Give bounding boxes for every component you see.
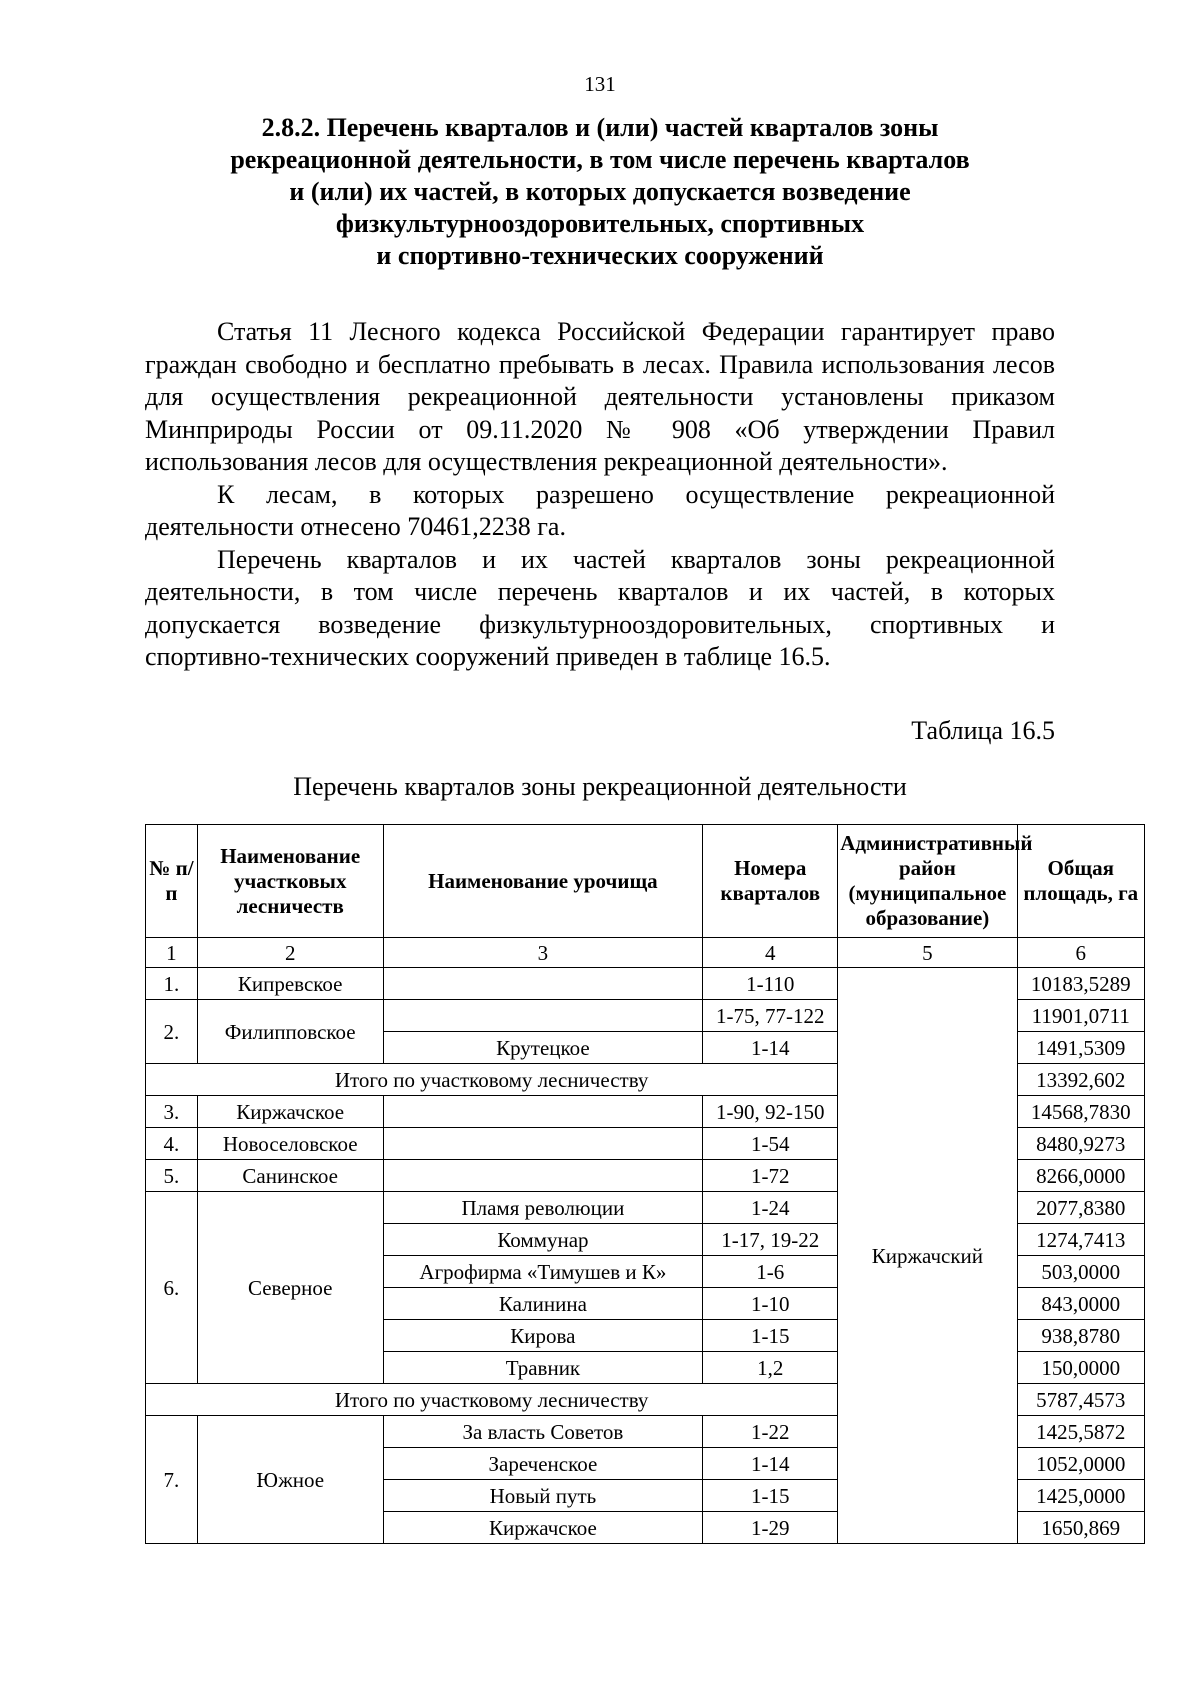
heading-line: и спортивно-технических сооружений: [376, 241, 824, 270]
tract-name: Киржачское: [383, 1512, 703, 1544]
area-value: 10183,5289: [1017, 968, 1144, 1000]
header-row: [146, 825, 1145, 938]
tract-name: Коммунар: [383, 1224, 703, 1256]
body-text: [145, 316, 1055, 674]
forestry-name: Южное: [197, 1416, 383, 1544]
area-value: 150,0000: [1017, 1352, 1144, 1384]
area-value: 1650,869: [1017, 1512, 1144, 1544]
area-value: 8480,9273: [1017, 1128, 1144, 1160]
area-value: 13392,602: [1017, 1064, 1144, 1096]
tract-name: Кирова: [383, 1320, 703, 1352]
column-number: 4: [703, 938, 838, 968]
forestry-name: Новоселовское: [197, 1128, 383, 1160]
area-value: 503,0000: [1017, 1256, 1144, 1288]
quarter-numbers: 1-75, 77-122: [703, 1000, 838, 1032]
tract-name: [383, 1096, 703, 1128]
row-number: 3.: [146, 1096, 198, 1128]
quarter-numbers: 1-10: [703, 1288, 838, 1320]
forestry-name: Санинское: [197, 1160, 383, 1192]
paragraph: Перечень кварталов и их частей кварталов зоны рекреационной деятельности, в том числе перечень кварталов и их частей, в которых допускается возведение физкультурнооздоровительных, спортивных и спортивно-технических сооружений приведен в таблице 16.5.: [145, 544, 1055, 671]
tract-name: [383, 1128, 703, 1160]
page-number: 131: [584, 72, 616, 96]
recreation-zone-table: [145, 824, 1145, 1544]
forestry-name: Киржачское: [197, 1096, 383, 1128]
tract-name: Травник: [383, 1352, 703, 1384]
area-value: 843,0000: [1017, 1288, 1144, 1320]
tract-name: [383, 968, 703, 1000]
forestry-name: Кипревское: [197, 968, 383, 1000]
quarter-numbers: 1-15: [703, 1320, 838, 1352]
table-caption: Перечень кварталов зоны рекреационной деятельности: [293, 772, 907, 801]
tract-name: Новый путь: [383, 1480, 703, 1512]
area-value: 938,8780: [1017, 1320, 1144, 1352]
column-number: 1: [146, 938, 198, 968]
quarter-numbers: 1-72: [703, 1160, 838, 1192]
district-cell: Киржачский: [838, 968, 1017, 1544]
row-number: 4.: [146, 1128, 198, 1160]
area-value: 11901,0711: [1017, 1000, 1144, 1032]
table-row: [146, 968, 1145, 1000]
quarter-numbers: 1-110: [703, 968, 838, 1000]
tract-name: Агрофирма «Тимушев и К»: [383, 1256, 703, 1288]
quarter-numbers: 1-54: [703, 1128, 838, 1160]
quarter-numbers: 1,2: [703, 1352, 838, 1384]
tract-name: Зареченское: [383, 1448, 703, 1480]
column-number: 2: [197, 938, 383, 968]
column-number: 5: [838, 938, 1017, 968]
heading-line: рекреационной деятельности, в том числе перечень кварталов: [230, 145, 970, 174]
area-value: 1425,5872: [1017, 1416, 1144, 1448]
column-number: 6: [1017, 938, 1144, 968]
header-cell: Общая площадь, га: [1017, 825, 1144, 938]
quarter-numbers: 1-22: [703, 1416, 838, 1448]
paragraph: К лесам, в которых разрешено осуществление рекреационной деятельности отнесено 70461,2238 га.: [145, 479, 1055, 541]
tract-name: Калинина: [383, 1288, 703, 1320]
column-number: 3: [383, 938, 703, 968]
section-heading: [150, 112, 1050, 272]
subtotal-label: Итого по участковому лесничеству: [146, 1064, 838, 1096]
tract-name: Крутецкое: [383, 1032, 703, 1064]
area-value: 1491,5309: [1017, 1032, 1144, 1064]
heading-line: 2.8.2. Перечень кварталов и (или) частей кварталов зоны: [261, 113, 939, 142]
table-label: Таблица 16.5: [911, 716, 1055, 745]
tract-name: [383, 1000, 703, 1032]
header-cell: Наименование участковых лесничеств: [197, 825, 383, 938]
quarter-numbers: 1-29: [703, 1512, 838, 1544]
tract-name: За власть Советов: [383, 1416, 703, 1448]
row-number: 2.: [146, 1000, 198, 1064]
area-value: 14568,7830: [1017, 1096, 1144, 1128]
area-value: 1052,0000: [1017, 1448, 1144, 1480]
quarter-numbers: 1-17, 19-22: [703, 1224, 838, 1256]
area-value: 1274,7413: [1017, 1224, 1144, 1256]
area-value: 1425,0000: [1017, 1480, 1144, 1512]
quarter-numbers: 1-15: [703, 1480, 838, 1512]
row-number: 6.: [146, 1192, 198, 1384]
area-value: 5787,4573: [1017, 1384, 1144, 1416]
tract-name: [383, 1160, 703, 1192]
forestry-name: Северное: [197, 1192, 383, 1384]
forestry-name: Филипповское: [197, 1000, 383, 1064]
tract-name: Пламя революции: [383, 1192, 703, 1224]
area-value: 8266,0000: [1017, 1160, 1144, 1192]
row-number: 7.: [146, 1416, 198, 1544]
heading-line: физкультурнооздоровительных, спортивных: [335, 209, 865, 238]
column-number-row: [146, 938, 1145, 968]
quarter-numbers: 1-24: [703, 1192, 838, 1224]
row-number: 5.: [146, 1160, 198, 1192]
paragraph: Статья 11 Лесного кодекса Российской Федерации гарантирует право граждан свободно и бесплатно пребывать в лесах. Правила использования лесов для осуществления рекреационной деятельности установлены приказом Минприроды России от 09.11.2020 № 908 «Об утверждении Правил использования лесов для осуществления рекреационной деятельности».: [145, 317, 1055, 476]
header-cell: Административный район (муниципальное образование): [838, 825, 1017, 938]
quarter-numbers: 1-14: [703, 1032, 838, 1064]
row-number: 1.: [146, 968, 198, 1000]
subtotal-label: Итого по участковому лесничеству: [146, 1384, 838, 1416]
quarter-numbers: 1-90, 92-150: [703, 1096, 838, 1128]
area-value: 2077,8380: [1017, 1192, 1144, 1224]
header-cell: Номера кварталов: [703, 825, 838, 938]
header-cell: № п/п: [146, 825, 198, 938]
heading-line: и (или) их частей, в которых допускается возведение: [289, 177, 911, 206]
header-cell: Наименование урочища: [383, 825, 703, 938]
quarter-numbers: 1-14: [703, 1448, 838, 1480]
quarter-numbers: 1-6: [703, 1256, 838, 1288]
